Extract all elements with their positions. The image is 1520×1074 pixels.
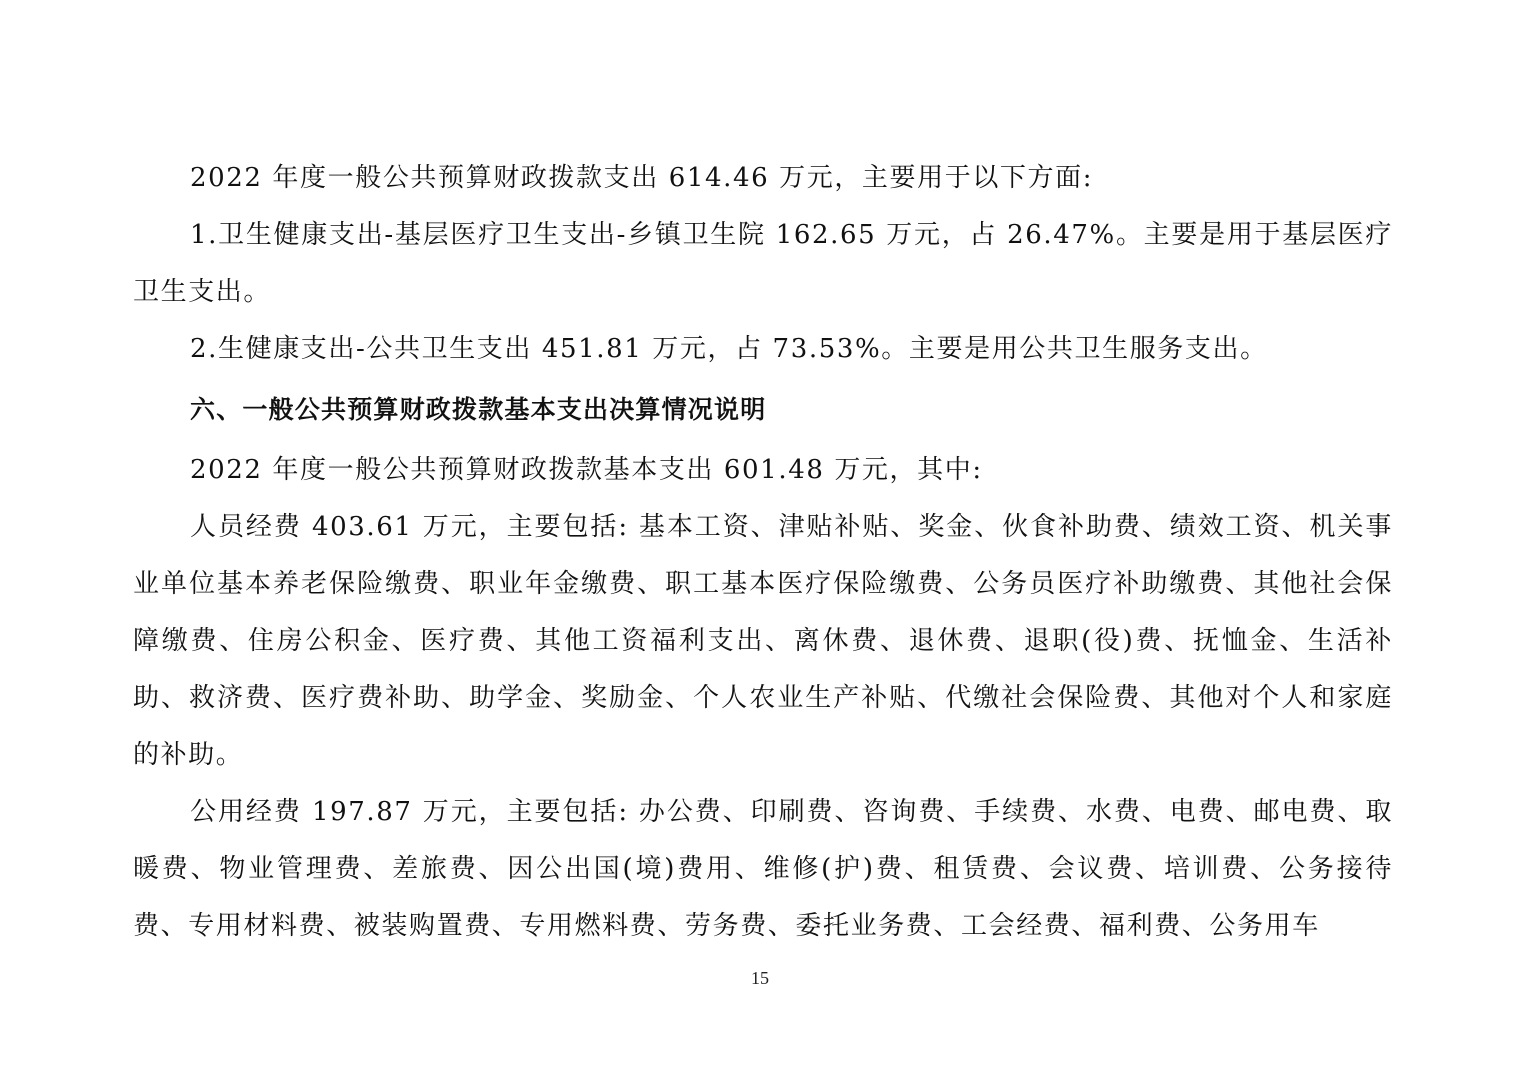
paragraph-public-expenses: 公用经费 197.87 万元，主要包括: 办公费、印刷费、咨询费、手续费、水费、电费、邮电费、取暖费、物业管理费、差旅费、因公出国(境)费用、维修(护)费、租赁费、会议费、培训费、公务接待费、专用材料费、被装购置费、专用燃料费、劳务费、委托业务费、工会经费、福利费、公务用车 bbox=[133, 797, 1393, 941]
paragraph-personnel-expenses: 人员经费 403.61 万元，主要包括: 基本工资、津贴补贴、奖金、伙食补助费、绩效工资、机关事业单位基本养老保险缴费、职业年金缴费、职工基本医疗保险缴费、公务员医疗补助缴费、其他社会保障缴费、住房公积金、医疗费、其他工资福利支出、离休费、退休费、退职(役)费、抚恤金、生活补助、救济费、医疗费补助、助学金、奖励金、个人农业生产补贴、代缴社会保险费、其他对个人和家庭的补助。 bbox=[133, 512, 1393, 770]
section-heading: 六、一般公共预算财政拨款基本支出决算情况说明 bbox=[190, 395, 767, 424]
paragraph-basic-expenditure: 2022 年度一般公共预算财政拨款基本支出 601.48 万元，其中: bbox=[190, 455, 983, 485]
body-text bbox=[133, 150, 1393, 955]
paragraph-expenditure-summary: 2022 年度一般公共预算财政拨款支出 614.46 万元，主要用于以下方面: bbox=[190, 163, 1094, 193]
paragraph-item-2: 2.生健康支出-公共卫生支出 451.81 万元，占 73.53%。主要是用公共卫生服务支出。 bbox=[190, 334, 1268, 364]
paragraph-item-1: 1.卫生健康支出-基层医疗卫生支出-乡镇卫生院 162.65 万元，占 26.47%。主要是用于基层医疗卫生支出。 bbox=[133, 220, 1393, 307]
page-number: 15 bbox=[751, 968, 769, 988]
